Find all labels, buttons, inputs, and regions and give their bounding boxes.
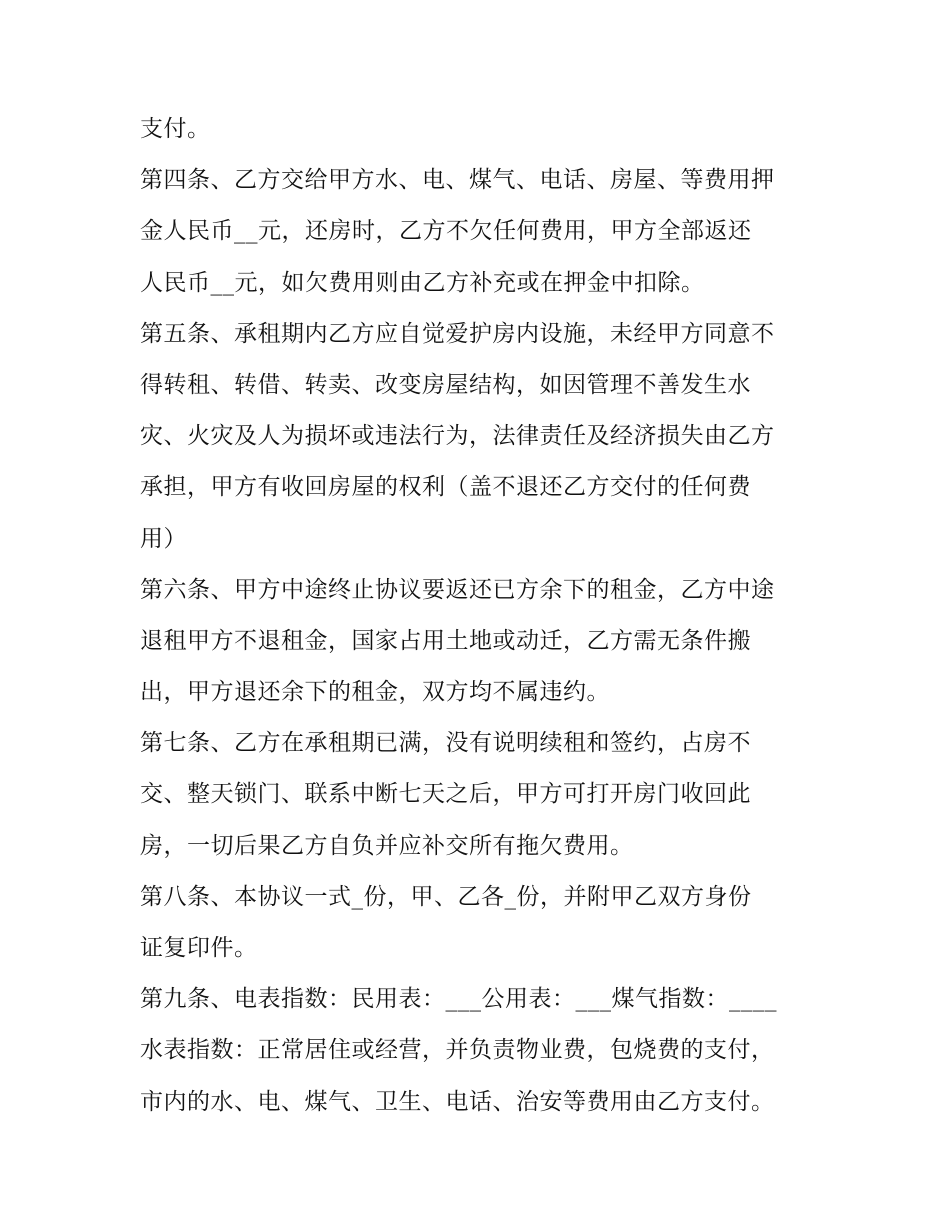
contract-text [140,104,820,1128]
text-line: 水表指数：正常居住或经营，并负责物业费，包烧费的支付， [140,1037,775,1064]
text-line: 第九条、电表指数：民用表：___公用表：___煤气指数：____ [140,986,777,1013]
text-line: 市内的水、电、煤气、卫生、电话、治安等费用由乙方支付。 [140,1088,775,1115]
text-line: 房，一切后果乙方自负并应补交所有拖欠费用。 [140,832,634,859]
text-line: 金人民币__元，还房时，乙方不欠任何费用，甲方全部返还 [140,218,752,245]
text-line: 支付。 [140,116,211,142]
text-line: 用） [140,525,187,552]
text-line: 第四条、乙方交给甲方水、电、煤气、电话、房屋、等费用押 [140,167,775,194]
text-line: 第六条、甲方中途终止协议要返还已方余下的租金，乙方中途 [140,576,775,603]
text-line: 灾、火灾及人为损坏或违法行为，法律责任及经济损失由乙方 [140,423,775,450]
text-line: 承担，甲方有收回房屋的权利（盖不退还乙方交付的任何费 [140,474,751,501]
text-line: 人民币__元，如欠费用则由乙方补充或在押金中扣除。 [140,269,705,296]
text-line: 交、整天锁门、联系中断七天之后，甲方可打开房门收回此 [140,781,751,808]
text-line: 第七条、乙方在承租期已满，没有说明续租和签约，占房不 [140,730,751,757]
text-line: 第八条、本协议一式_份，甲、乙各_份，并附甲乙双方身份 [140,883,752,910]
text-line: 退租甲方不退租金，国家占用土地或动迁，乙方需无条件搬 [140,627,751,654]
text-line: 得转租、转借、转卖、改变房屋结构，如因管理不善发生水 [140,371,751,398]
text-line: 出，甲方退还余下的租金，双方均不属违约。 [140,679,610,706]
text-line: 第五条、承租期内乙方应自觉爱护房内设施，未经甲方同意不 [140,320,775,347]
text-line: 证复印件。 [140,935,258,961]
